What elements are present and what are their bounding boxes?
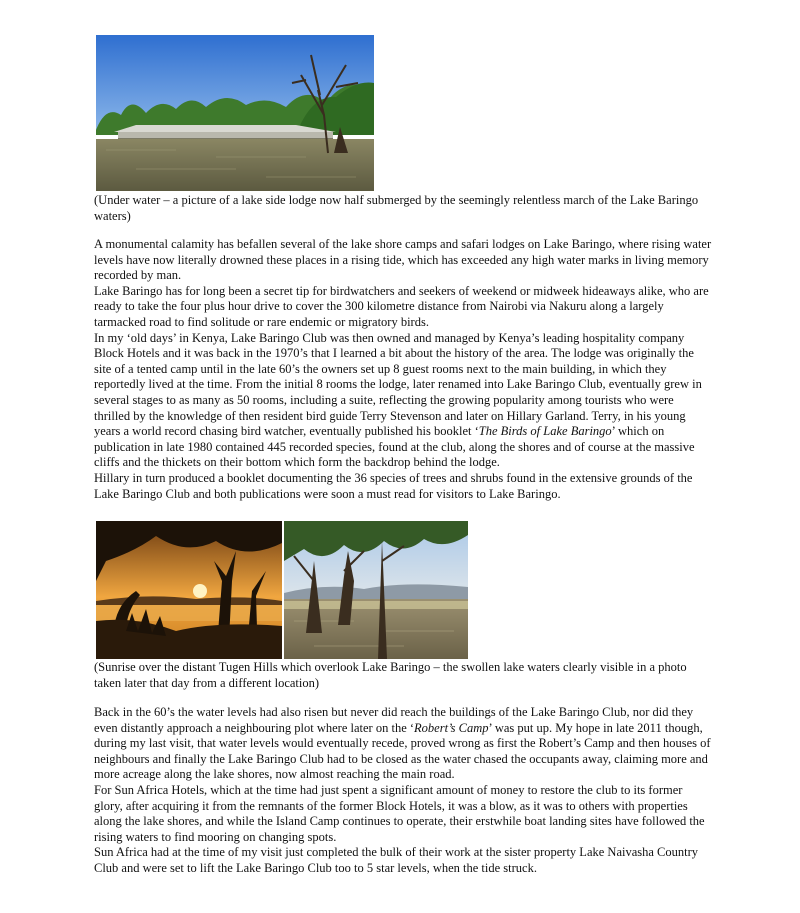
paragraph: Lake Baringo has for long been a secret tip for birdwatchers and seekers of weekend or midweek hideaways alike, who are ready to take the four plus hour drive to cover the 300 kilometre distance from Nairobi via Nakuru along a largely tarmacked road to find solitude or rare endemic or migratory birds.: [94, 283, 709, 329]
paragraph: Sun Africa had at the time of my visit just completed the bulk of their work at the sister property Lake Naivasha Country Club and were set to lift the Lake Baringo Club too to 5 star levels, when the tide struck.: [94, 845, 699, 875]
submerged-lodge-photo: [96, 35, 374, 191]
article-body-part-1: [94, 237, 712, 502]
book-title: The Birds of Lake Baringo: [478, 424, 612, 439]
text-run: In my ‘old days’ in Kenya, Lake Baringo Club was then owned and managed by Kenya’s leading hospitality company Block Hotels and it was back in the 1970’s that I learned a bit about the history of the area. The lodge was originally the site of a tented camp until in the late 60’s the owners set up 8 guest rooms next to the main building, in which they reportedly lived at the time. From the initial 8 rooms the lodge, later renamed into Lake Baringo Club, eventually grew in several stages to as many as 50 rooms, including a suite, reflecting the growing popularity among tourists who were thrilled by the knowledge of then resident bird guide Terry Stevenson and later on Hillary Garland. Terry, in his young years a world record chasing bird watcher, eventually published his booklet ‘: [94, 330, 702, 439]
text-run: ’ which on publication in late 1980 contained 445 recorded species, found at the club, along the shores and of course at the massive cliffs and the thickets on their bottom which form the backdrop behind the lodge.: [94, 424, 695, 470]
paragraph: Hillary in turn produced a booklet documenting the 36 species of trees and shrubs found in the extensive grounds of the Lake Baringo Club and both publications were soon a must read for visitors to Lake Baringo.: [94, 470, 693, 501]
paragraph: A monumental calamity has befallen several of the lake shore camps and safari lodges on Lake Baringo, where rising water levels have now literally drowned these places in a rising tide, which has exceeded any high water marks in living memory recorded by man.: [94, 237, 712, 283]
photo-caption: (Under water – a picture of a lake side lodge now half submerged by the seemingly relentless march of the Lake Baringo waters): [94, 193, 699, 223]
paragraph: [94, 331, 712, 471]
paragraph: [94, 705, 712, 783]
camp-name: Robert’s Camp: [414, 720, 489, 735]
sunrise-tugen-hills-photo: [96, 521, 282, 659]
paragraph: For Sun Africa Hotels, which at the time had just spent a significant amount of money to restore the club to its former glory, after acquiring it from the remnants of the former Block Hotels, it was a blow, as it was to others with properties along the lake shores, and while the Island Camp continues to operate, their erstwhile boat landing sites have followed the rising waters to find mooring on changing spots.: [94, 782, 705, 844]
text-run: Back in the 60’s the water levels had also risen but never did reach the buildings of the Lake Baringo Club, nor did they even distantly approach a neighbouring plot where later on the ‘: [94, 705, 694, 735]
text-run: ’ was put up. My hope in late 2011 though, during my last visit, that water levels would eventually recede, proved wrong as first the Robert’s Camp and then houses of neighbours and finally the Lake Baringo Club had to be closed as the water chased the occupants away, claiming more and more acreage along the lake shores, now almost reaching the main road.: [94, 720, 711, 782]
photo-caption: (Sunrise over the distant Tugen Hills which overlook Lake Baringo – the swollen lake waters clearly visible in a photo taken later that day from a different location): [94, 660, 687, 690]
article-body-part-2: [94, 705, 712, 877]
swollen-lake-photo: [284, 521, 468, 659]
